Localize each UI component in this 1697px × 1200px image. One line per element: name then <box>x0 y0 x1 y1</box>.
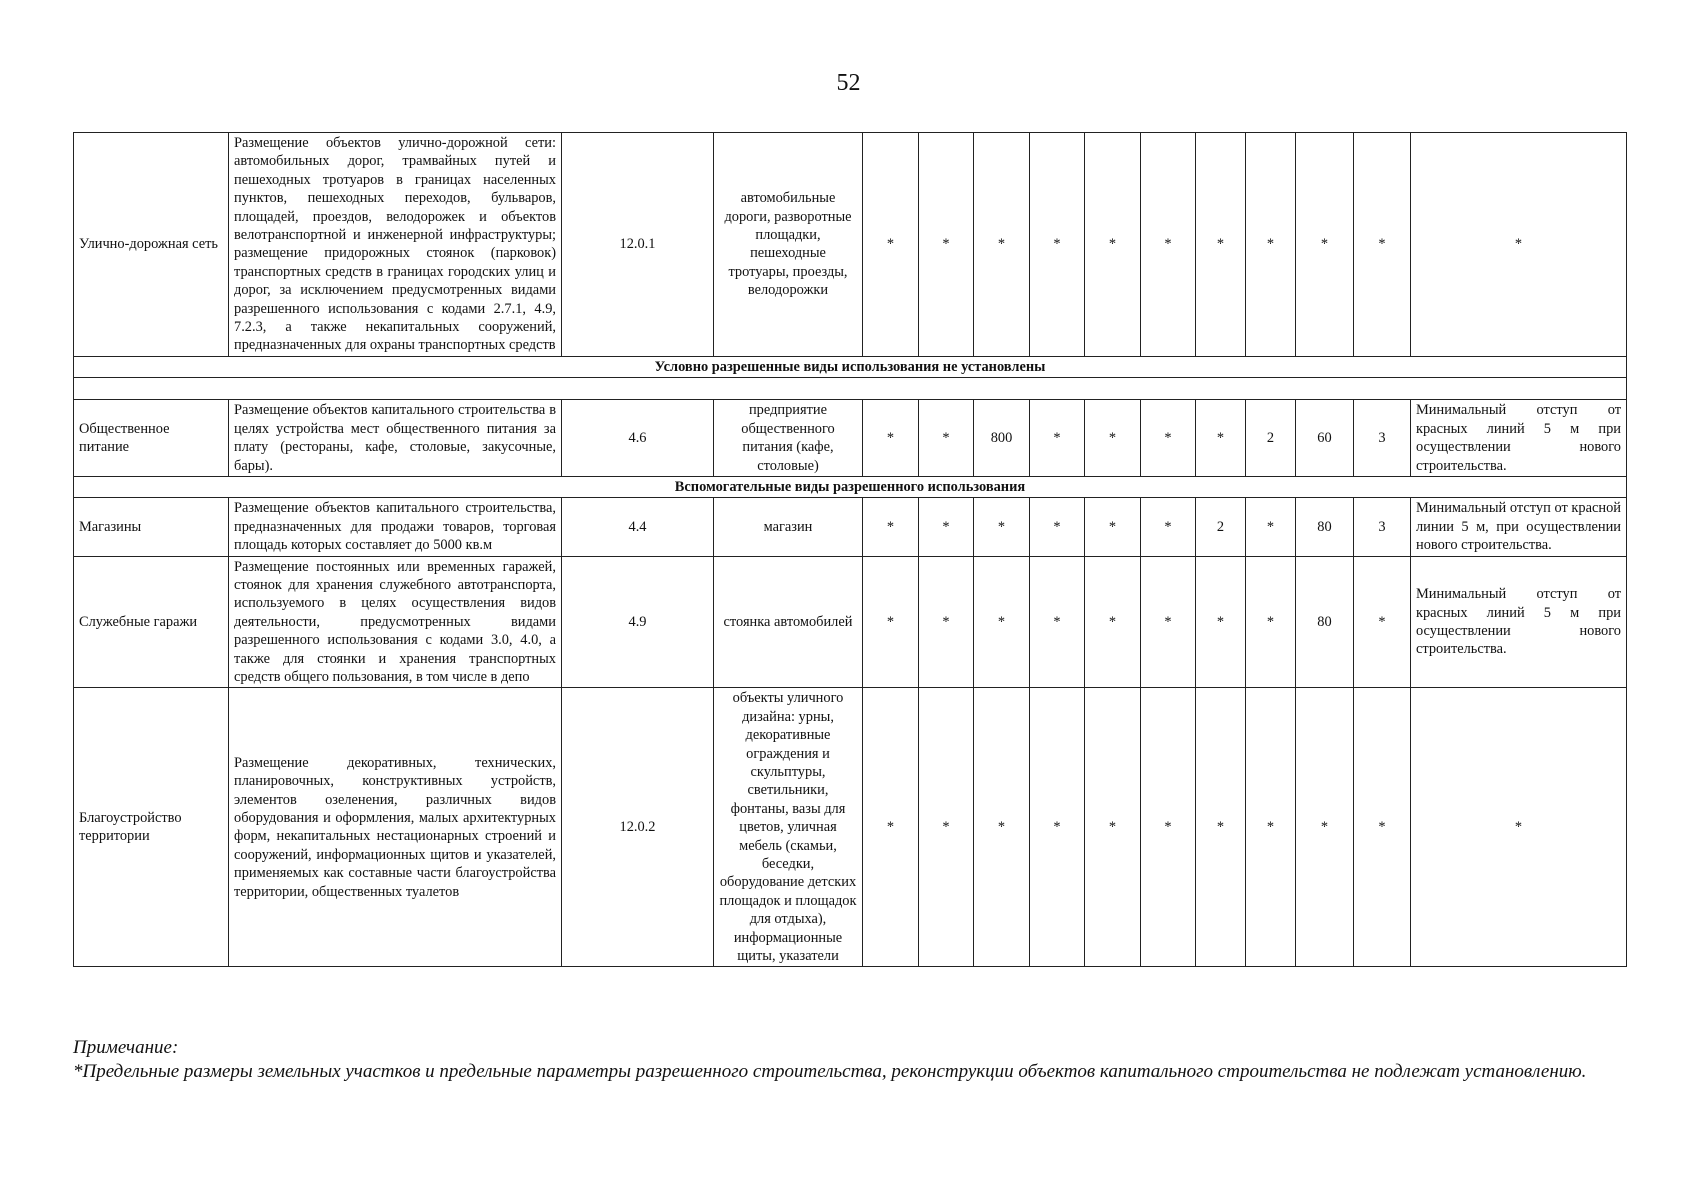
param-cell: * <box>1296 133 1354 357</box>
param-cell: * <box>974 498 1030 556</box>
param-cell: 60 <box>1296 400 1354 477</box>
param-cell: * <box>1030 688 1085 967</box>
param-cell: * <box>919 400 974 477</box>
param-cell: * <box>1030 400 1085 477</box>
param-cell: * <box>1030 133 1085 357</box>
param-cell: * <box>1141 688 1196 967</box>
use-code: 4.9 <box>562 556 714 688</box>
section-auxiliary-heading: Вспомогательные виды разрешенного использования <box>74 476 1627 497</box>
table-row <box>74 400 1627 477</box>
empty-cell <box>74 378 1627 400</box>
use-name: Общественное питание <box>74 400 229 477</box>
use-description: Размещение декоративных, технических, планировочных, конструктивных устройств, элементов озеленения, различных видов оборудования и оформления, малых архитектурных форм, некапитальных нестационарных строений и сооружений, информационных щитов и указателей, применяемых как составные части благоустройства территории, общественных туалетов <box>229 688 562 967</box>
param-cell: 80 <box>1296 498 1354 556</box>
footnote <box>73 1036 1626 1084</box>
use-note: Минимальный отступ от красных линий 5 м при осуществлении нового строительства. <box>1411 400 1627 477</box>
footnote-text: *Предельные размеры земельных участков и предельные параметры разрешенного строительства, реконструкции объектов капитального строительства не подлежат установлению. <box>73 1061 1587 1082</box>
use-note: * <box>1411 133 1627 357</box>
param-cell: * <box>919 133 974 357</box>
empty-row <box>74 378 1627 400</box>
param-cell: * <box>1196 400 1246 477</box>
param-cell: * <box>1085 688 1141 967</box>
param-cell: * <box>1141 400 1196 477</box>
param-cell: * <box>1246 556 1296 688</box>
use-description: Размещение объектов капитального строительства в целях устройства мест общественного питания за плату (рестораны, кафе, столовые, закусочные, бары). <box>229 400 562 477</box>
param-cell: * <box>863 688 919 967</box>
use-note: * <box>1411 688 1627 967</box>
use-code: 12.0.1 <box>562 133 714 357</box>
param-cell: * <box>1085 556 1141 688</box>
use-objects: предприятие общественного питания (кафе, столовые) <box>714 400 863 477</box>
param-cell: * <box>863 400 919 477</box>
use-code: 4.4 <box>562 498 714 556</box>
param-cell: 80 <box>1296 556 1354 688</box>
param-cell: * <box>1354 133 1411 357</box>
footnote-label: Примечание: <box>73 1037 179 1058</box>
use-name: Улично-дорожная сеть <box>74 133 229 357</box>
param-cell: * <box>1085 133 1141 357</box>
param-cell: 2 <box>1196 498 1246 556</box>
param-cell: * <box>1030 556 1085 688</box>
use-description: Размещение объектов улично-дорожной сети: автомобильных дорог, трамвайных путей и пешеходных тротуаров в границах населенных пунктов, пешеходных переходов, бульваров, площадей, проездов, велодорожек и объектов велотранспортной и инженерной инфраструктуры; размещение придорожных стоянок (парковок) транспортных средств в границах городских улиц и дорог, за исключением предусмотренных видами разрешенного использования с кодами 2.7.1, 4.9, 7.2.3, а также некапитальных сооружений, предназначенных для охраны транспортных средств <box>229 133 562 357</box>
param-cell: * <box>974 688 1030 967</box>
use-note: Минимальный отступ от красной линии 5 м, при осуществлении нового строительства. <box>1411 498 1627 556</box>
param-cell: * <box>1196 688 1246 967</box>
param-cell: * <box>863 556 919 688</box>
param-cell: * <box>1354 688 1411 967</box>
section-header-row <box>74 356 1627 377</box>
param-cell: * <box>919 556 974 688</box>
param-cell: * <box>974 133 1030 357</box>
table-row <box>74 133 1627 357</box>
use-code: 12.0.2 <box>562 688 714 967</box>
param-cell: * <box>1246 498 1296 556</box>
table-row <box>74 498 1627 556</box>
param-cell: 2 <box>1246 400 1296 477</box>
use-objects: магазин <box>714 498 863 556</box>
use-code: 4.6 <box>562 400 714 477</box>
table-row <box>74 556 1627 688</box>
param-cell: * <box>919 688 974 967</box>
param-cell: 3 <box>1354 498 1411 556</box>
use-objects: стоянка автомобилей <box>714 556 863 688</box>
use-description: Размещение постоянных или временных гаражей, стоянок для хранения служебного автотранспорта, используемого в целях осуществления видов деятельности, предусмотренных видами разрешенного использования с кодами 3.0, 4.0, а также для стоянки и хранения транспортных средств общего пользования, в том числе в депо <box>229 556 562 688</box>
param-cell: 3 <box>1354 400 1411 477</box>
param-cell: * <box>1085 498 1141 556</box>
param-cell: * <box>1196 133 1246 357</box>
param-cell: * <box>1296 688 1354 967</box>
section-header-row <box>74 476 1627 497</box>
param-cell: * <box>919 498 974 556</box>
param-cell: * <box>1141 556 1196 688</box>
param-cell: * <box>1141 133 1196 357</box>
param-cell: * <box>863 498 919 556</box>
param-cell: * <box>974 556 1030 688</box>
use-note: Минимальный отступ от красных линий 5 м при осуществлении нового строительства. <box>1411 556 1627 688</box>
param-cell: * <box>1085 400 1141 477</box>
land-use-table <box>73 132 1627 967</box>
param-cell: * <box>1196 556 1246 688</box>
param-cell: * <box>1354 556 1411 688</box>
param-cell: * <box>1030 498 1085 556</box>
use-name: Служебные гаражи <box>74 556 229 688</box>
use-name: Благоустройство территории <box>74 688 229 967</box>
section-conditional-heading: Условно разрешенные виды использования не установлены <box>74 356 1627 377</box>
table-row <box>74 688 1627 967</box>
use-description: Размещение объектов капитального строительства, предназначенных для продажи товаров, торговая площадь которых составляет до 5000 кв.м <box>229 498 562 556</box>
use-objects: объекты уличного дизайна: урны, декоративные ограждения и скульптуры, светильники, фонтаны, вазы для цветов, уличная мебель (скамьи, беседки, оборудование детских площадок и площадок для отдыха), информационные щиты, указатели <box>714 688 863 967</box>
param-cell: 800 <box>974 400 1030 477</box>
param-cell: * <box>1141 498 1196 556</box>
use-objects: автомобильные дороги, разворотные площадки, пешеходные тротуары, проезды, велодорожки <box>714 133 863 357</box>
use-name: Магазины <box>74 498 229 556</box>
param-cell: * <box>1246 688 1296 967</box>
param-cell: * <box>1246 133 1296 357</box>
param-cell: * <box>863 133 919 357</box>
page-number: 52 <box>836 70 861 96</box>
